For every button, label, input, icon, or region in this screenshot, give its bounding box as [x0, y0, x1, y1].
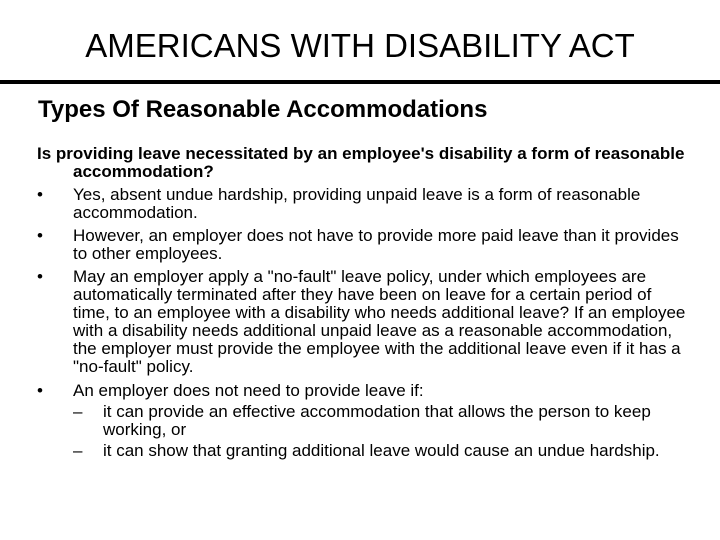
slide-subtitle: Types Of Reasonable Accommodations: [38, 96, 488, 123]
bullet-marker: •: [37, 267, 43, 286]
dash-marker: –: [73, 402, 83, 421]
bullet-text: However, an employer does not have to provide more paid leave than it provides to other employees.: [73, 226, 679, 263]
subbullet-item: [73, 442, 687, 460]
subbullet-text: it can provide an effective accommodation that allows the person to keep working, or: [103, 402, 651, 439]
bullet-marker: •: [37, 226, 43, 245]
bullet-item: [37, 186, 687, 222]
bullet-marker: •: [37, 185, 43, 204]
bullet-item: [37, 382, 687, 460]
bullet-text: Yes, absent undue hardship, providing unpaid leave is a form of reasonable accommodation.: [73, 185, 641, 222]
slide-title: AMERICANS WITH DISABILITY ACT: [85, 27, 635, 64]
subbullet-list: [73, 403, 687, 460]
dash-marker: –: [73, 441, 83, 460]
question-text: Is providing leave necessitated by an employee's disability a form of reasonable accommodation?: [37, 144, 685, 181]
bullet-marker: •: [37, 381, 43, 400]
bullet-text: May an employer apply a "no-fault" leave policy, under which employees are automatically terminated after they have been on leave for a certain period of time, to an employee with a disability who needs additional leave? If an employee with a disability needs additional unpaid leave as a reasonable accommodation, the employer must provide the employee with the additional leave even if it has a "no-fault" policy.: [73, 267, 686, 376]
subbullet-text: it can show that granting additional leave would cause an undue hardship.: [103, 441, 660, 460]
slide-body: [37, 145, 687, 460]
bullet-list: [37, 186, 687, 460]
title-divider: [0, 80, 720, 84]
subbullet-item: [73, 403, 687, 439]
bullet-item: [37, 227, 687, 263]
bullet-text: An employer does not need to provide leave if:: [73, 381, 424, 400]
bullet-item: [37, 268, 687, 376]
